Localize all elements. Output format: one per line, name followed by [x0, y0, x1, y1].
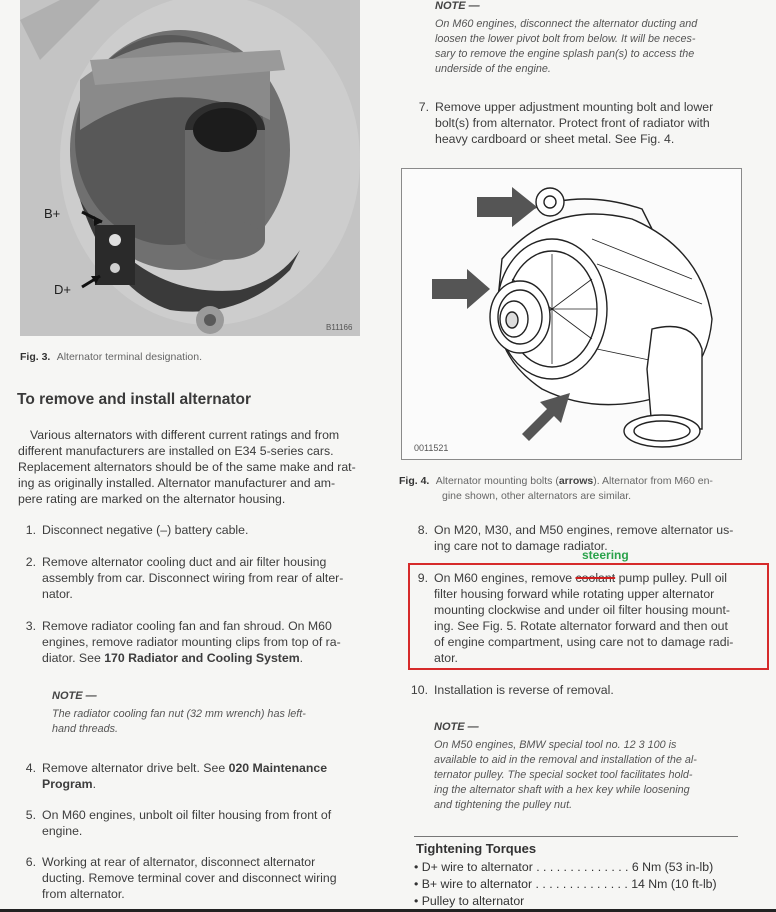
step-number: 6. [25, 855, 36, 869]
step-line [42, 760, 327, 776]
handwritten-correction: steering [582, 548, 629, 562]
step-line: Remove upper adjustment mounting bolt and lower [435, 100, 714, 114]
note-line: loosen the lower pivot bolt from below. It will be neces- [435, 33, 696, 45]
step-text-run: . [92, 777, 96, 791]
step-line [42, 650, 341, 666]
step-text [42, 760, 327, 792]
alternator-photo-illustration [20, 0, 360, 336]
figure-3-caption-text: Alternator terminal designation. [56, 351, 203, 363]
step-line: Remove alternator cooling duct and air filter housing [42, 555, 327, 569]
step-line: filter housing forward while rotating upper alternator [434, 587, 715, 601]
step-line: Disconnect negative (–) battery cable. [42, 523, 249, 537]
step-text [434, 682, 614, 698]
note-line: The radiator cooling fan nut (32 mm wrench) has left- [52, 708, 306, 720]
step-text-run: Remove alternator drive belt. See [42, 761, 229, 775]
step-4 [8, 760, 368, 794]
figure-4-caption [399, 474, 749, 504]
step-text-run: diator. See [42, 651, 105, 665]
step-text [42, 618, 341, 666]
figure-3-photo [20, 0, 360, 336]
note-line: sary to remove the engine splash pan(s) to access the [435, 48, 695, 60]
figure-4-caption-prefix: Fig. 4. [399, 475, 430, 487]
step-10 [400, 682, 760, 700]
cross-reference[interactable]: 020 Maintenance [228, 761, 328, 775]
torque-row [414, 877, 717, 891]
step-text [42, 522, 248, 538]
torque-row [414, 860, 713, 874]
step-line: Working at rear of alternator, disconnect alternator [42, 855, 316, 869]
step-5 [8, 807, 368, 841]
step-number: 4. [25, 761, 36, 775]
step-line: Installation is reverse of removal. [434, 683, 614, 697]
step-line: assembly from car. Disconnect wiring from rear of alter- [42, 571, 344, 585]
figure-3-id: B11166 [326, 323, 353, 332]
step-number: 9. [417, 571, 428, 585]
intro-line: different manufacturers are installed on E34 5-series cars. [18, 444, 334, 458]
step-8 [400, 522, 760, 556]
step-number: 1. [25, 523, 36, 537]
note-line: hand threads. [52, 723, 119, 735]
step-line: nator. [42, 587, 73, 601]
step-1 [8, 522, 368, 540]
step-line: ing. See Fig. 5. Rotate alternator forward and then out [434, 619, 728, 633]
step-text [42, 854, 337, 902]
note-line: underside of the engine. [435, 63, 551, 75]
caption-text-run: Alternator mounting bolts ( [435, 475, 559, 487]
step-text [42, 554, 343, 602]
step-text [435, 99, 713, 147]
step-line: from alternator. [42, 887, 125, 901]
step-number: 8. [417, 523, 428, 537]
alternator-line-drawing [402, 169, 741, 459]
step-text-run: pump pulley. Pull oil [615, 571, 728, 585]
note-line: On M60 engines, disconnect the alternator ducting and [435, 18, 698, 30]
step-line: On M60 engines, unbolt oil filter housing from front of [42, 808, 332, 822]
torque-leader: . . . . . . . . . . . . . . [532, 877, 632, 891]
intro-line: Various alternators with different current ratings and from [30, 428, 340, 442]
intro-line: pere rating are marked on the alternator housing. [18, 492, 286, 506]
step-2 [8, 554, 368, 604]
cross-reference[interactable]: Program [42, 777, 93, 791]
step-line: ator. [434, 651, 458, 665]
right-note-body [434, 738, 754, 813]
top-note-title: NOTE — [435, 0, 480, 12]
step-line [42, 776, 327, 792]
left-note-title: NOTE — [52, 690, 97, 702]
torque-label: • B+ wire to alternator [414, 877, 533, 891]
struck-word: coolant [575, 571, 616, 585]
cross-reference[interactable]: 170 Radiator and Cooling System [104, 651, 300, 665]
terminal-label-d-plus: D+ [54, 282, 71, 297]
note-line: available to aid in the removal and installation of the al- [434, 754, 697, 766]
figure-4-illustration [401, 168, 742, 460]
step-text [434, 570, 733, 666]
step-line [434, 570, 733, 586]
caption-bold-run: arrows [558, 475, 594, 487]
step-line: heavy cardboard or sheet metal. See Fig. 4. [435, 132, 675, 146]
note-line: On M50 engines, BMW special tool no. 12 3 100 is [434, 739, 677, 751]
torque-table-title: Tightening Torques [416, 841, 537, 856]
section-heading: To remove and install alternator [17, 391, 251, 408]
torque-value: 6 Nm (53 in-lb) [631, 860, 714, 874]
torque-label: • Pulley to alternator [414, 894, 525, 908]
right-note-title: NOTE — [434, 721, 479, 733]
step-line: ing care not to damage radiator. [434, 539, 608, 553]
step-number: 10. [410, 683, 428, 697]
step-number: 3. [25, 619, 36, 633]
torque-value: 14 Nm (10 ft-lb) [631, 877, 717, 891]
step-text-run: . [299, 651, 304, 665]
step-line: On M20, M30, and M50 engines, remove alternator us- [434, 523, 734, 537]
step-line: engine. [42, 824, 83, 838]
step-line: of engine compartment, using care not to damage radi- [434, 635, 734, 649]
left-note-body [52, 707, 362, 737]
caption-line: gine shown, other alternators are similar. [442, 490, 632, 502]
step-number: 2. [25, 555, 36, 569]
figure-3-caption [20, 351, 202, 363]
step-number: 7. [418, 100, 429, 114]
terminal-label-b-plus: B+ [44, 206, 61, 221]
intro-line: ing as originally installed. Alternator manufacturer and am- [18, 476, 336, 490]
note-line: ternator pulley. The special socket tool facilitates hold- [434, 769, 693, 781]
step-6 [8, 854, 368, 904]
intro-line: Replacement alternators should be of the same make and rat- [18, 460, 356, 474]
step-line: mounting clockwise and under oil filter housing mount- [434, 603, 730, 617]
step-text-run: On M60 engines, remove [434, 571, 576, 585]
figure-4-id: 0011521 [414, 443, 449, 453]
note-line: ing the alternator shaft with a hex key while loosening [434, 784, 690, 796]
torque-row [414, 894, 524, 908]
step-text [42, 807, 331, 839]
step-number: 5. [25, 808, 36, 822]
figure-3-caption-prefix: Fig. 3. [20, 351, 51, 363]
intro-paragraph [18, 427, 368, 507]
step-9 [400, 570, 760, 665]
step-line: engines, remove radiator mounting clips from top of ra- [42, 635, 341, 649]
step-line: Remove radiator cooling fan and fan shroud. On M60 [42, 619, 332, 633]
step-7 [401, 99, 761, 149]
caption-text-run: ). Alternator from M60 en- [593, 475, 713, 487]
step-line: ducting. Remove terminal cover and disconnect wiring [42, 871, 337, 885]
torque-leader: . . . . . . . . . . . . . . [532, 860, 632, 874]
torque-label: • D+ wire to alternator [414, 860, 533, 874]
torque-divider [414, 836, 738, 837]
caption-line [399, 474, 749, 489]
step-3 [8, 618, 368, 668]
note-line: and tightening the pulley nut. [434, 799, 573, 811]
top-note-body [435, 17, 755, 77]
step-line: bolt(s) from alternator. Protect front of radiator with [435, 116, 710, 130]
